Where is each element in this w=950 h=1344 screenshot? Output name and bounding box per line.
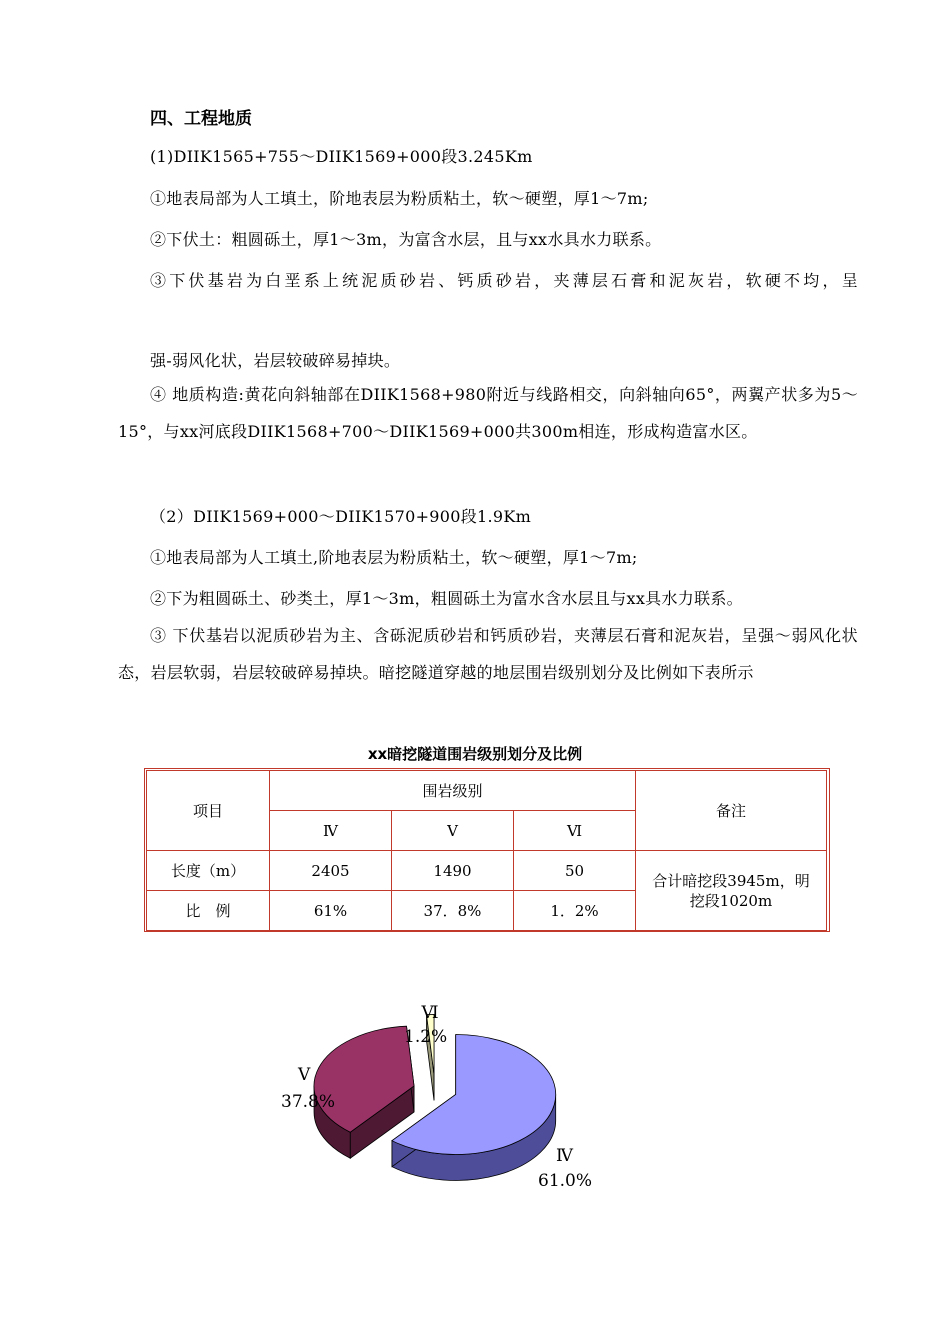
slice-iv (392, 1034, 556, 1180)
pie-label-iv-value: 61.0% (538, 1171, 593, 1191)
row-ratio-label: 比 例 (147, 891, 270, 931)
ratio-iv: 61% (270, 891, 392, 931)
ratio-v: 37．8% (392, 891, 514, 931)
section1-item-3b: 强-弱风化状，岩层较破碎易掉块。 (150, 351, 401, 370)
length-vi: 50 (514, 851, 636, 891)
grade-v: Ⅴ (392, 811, 514, 851)
ratio-vi: 1．2% (514, 891, 636, 931)
section1-item-3a: ③下伏基岩为白垩系上统泥质砂岩、钙质砂岩，夹薄层石膏和泥灰岩，软硬不均，呈 (150, 271, 858, 290)
section2-item-3: ③ 下伏基岩以泥质砂岩为主、含砾泥质砂岩和钙质砂岩，夹薄层石膏和泥灰岩，呈强～弱风化状态，岩层软弱，岩层较破碎易掉块。暗挖隧道穿越的地层围岩级别划分及比例如下表所示 (118, 626, 858, 682)
length-iv: 2405 (270, 851, 392, 891)
header-item: 项目 (147, 771, 270, 851)
pie-label-v-name: Ⅴ (298, 1065, 311, 1085)
pie-label-v-value: 37.8% (281, 1092, 336, 1112)
rock-grade-table (146, 770, 827, 931)
note-cell: 合计暗挖段3945m，明挖段1020m (636, 851, 827, 931)
section1-item-2: ②下伏土：粗圆砾土，厚1～3m，为富含水层，且与xx水具水力联系。 (150, 230, 662, 249)
section1-item-1: ①地表局部为人工填土，阶地表层为粉质粘土，软～硬塑，厚1～7m; (150, 189, 649, 208)
section1-item-4: ④ 地质构造:黄花向斜轴部在DIIK1568+980附近与线路相交，向斜轴向65°，两翼产状多为5～15°，与xx河底段DIIK1568+700～DIIK1569+000共300m相连，形成构造富水区。 (118, 385, 858, 441)
grade-vi: Ⅵ (514, 811, 636, 851)
header-note: 备注 (636, 771, 827, 851)
pie-label-vi-value: 1.2% (404, 1027, 448, 1047)
pie-label-vi-name: Ⅵ (421, 1003, 439, 1023)
pie-label-iv-name: Ⅳ (556, 1146, 573, 1166)
header-grade: 围岩级别 (270, 771, 636, 811)
section2-item-2: ②下为粗圆砾土、砂类土，厚1～3m，粗圆砾土为富水含水层且与xx具水力联系。 (150, 589, 743, 608)
grade-iv: Ⅳ (270, 811, 392, 851)
section2-title: （2）DIIK1569+000～DIIK1570+900段1.9Km (150, 507, 532, 526)
length-v: 1490 (392, 851, 514, 891)
section1-title: (1)DIIK1565+755～DIIK1569+000段3.245Km (150, 147, 533, 166)
table-title: xx暗挖隧道围岩级别划分及比例 (367, 745, 583, 763)
section2-item-1: ①地表局部为人工填土,阶地表层为粉质粘土，软～硬塑，厚1～7m; (150, 548, 638, 567)
row-length-label: 长度（m） (147, 851, 270, 891)
section-heading: 四、工程地质 (150, 109, 252, 129)
